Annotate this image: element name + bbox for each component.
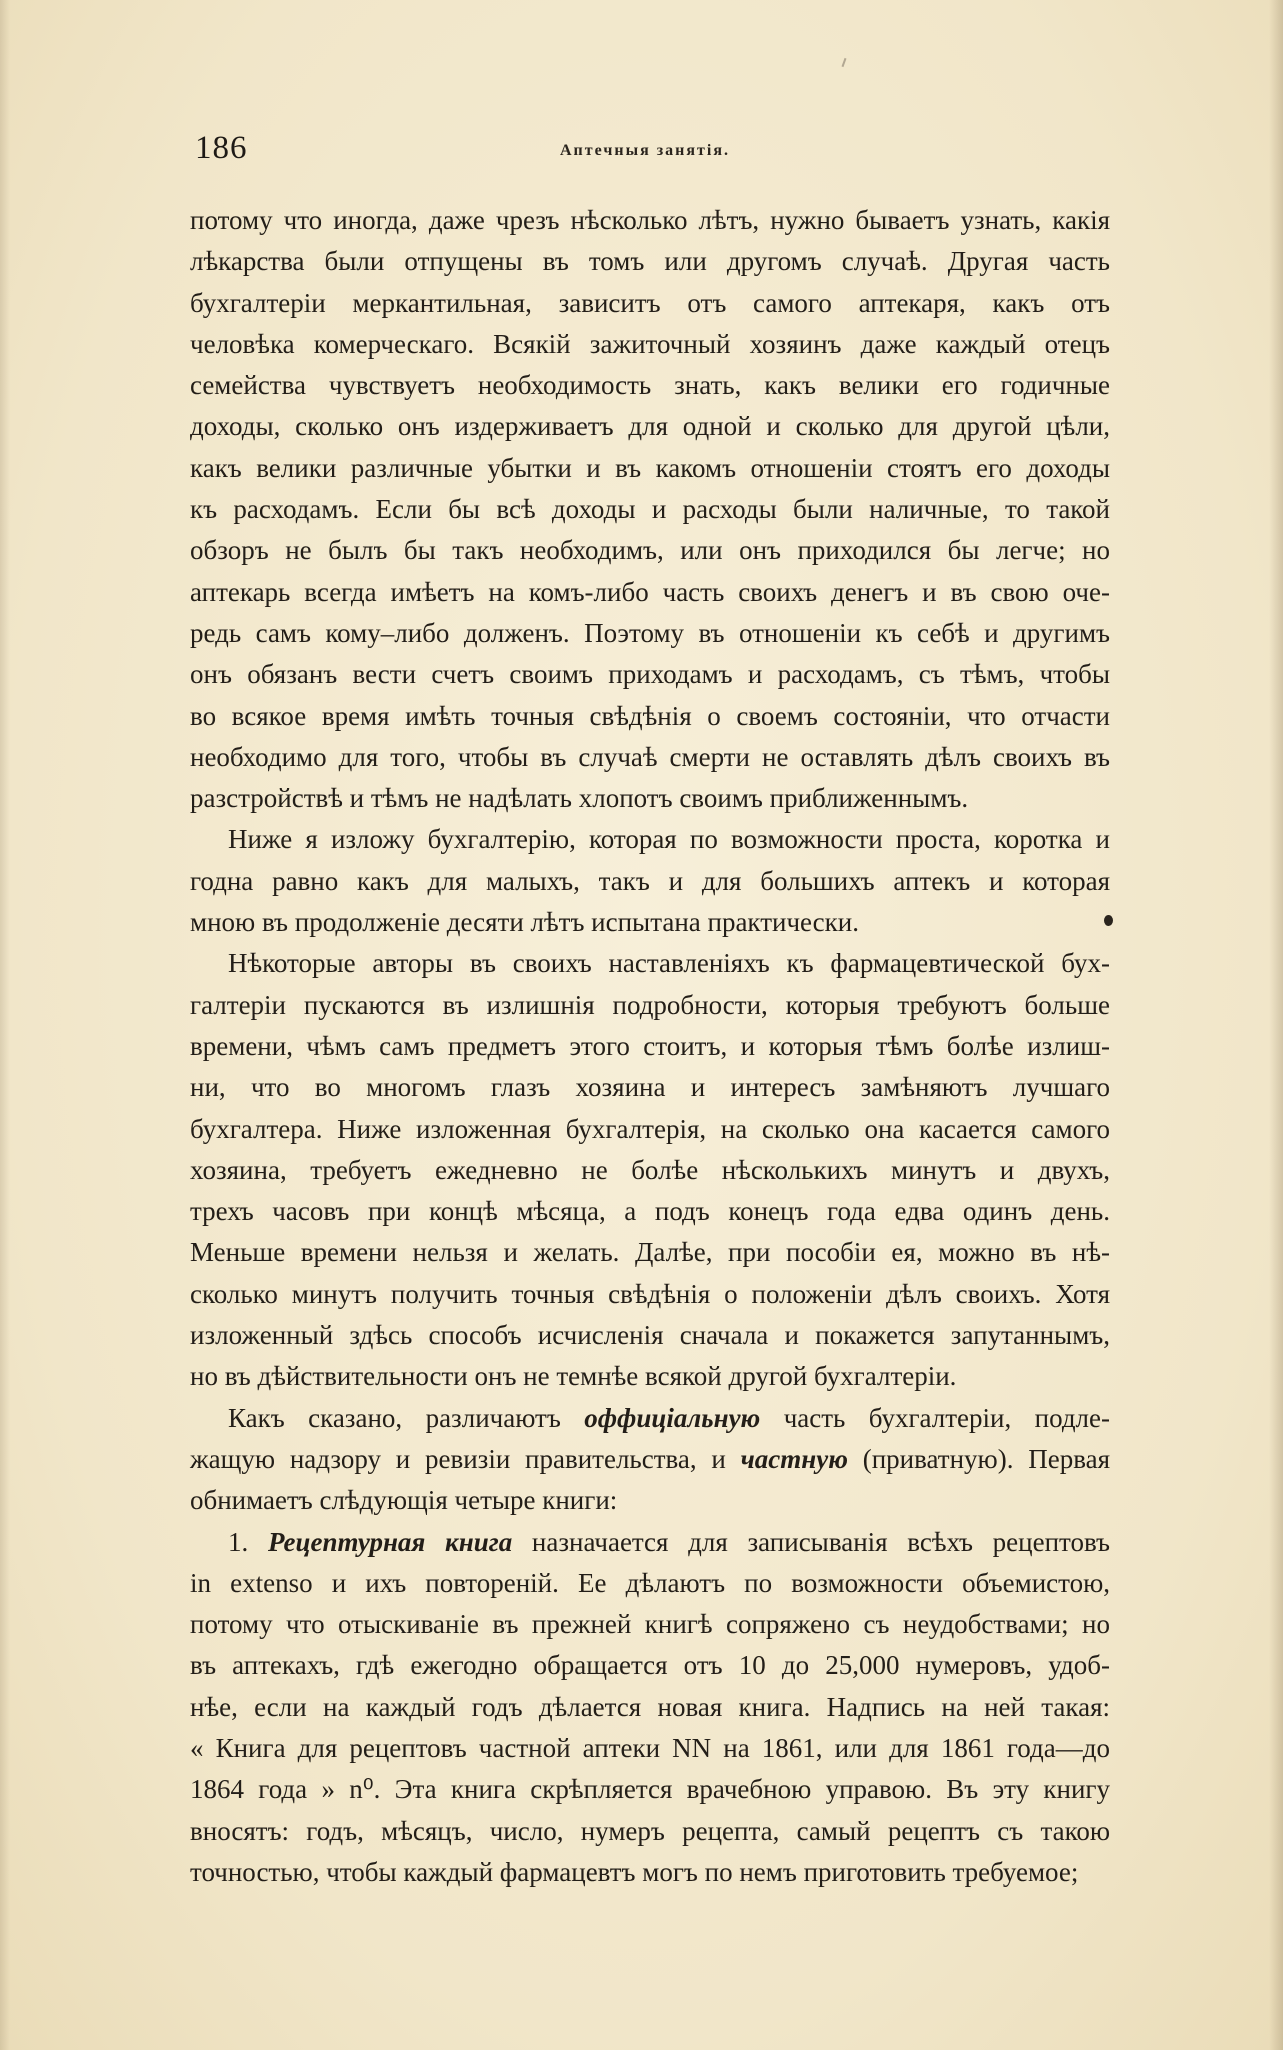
text-line: но въ дѣйствительности онъ не темнѣе всякой другой бухгалтеріи. bbox=[190, 1361, 957, 1392]
text-line: обзоръ не былъ бы такъ необходимъ, или онъ приходился бы легче; но bbox=[190, 535, 1110, 566]
paragraph bbox=[190, 1522, 1110, 1894]
page-header bbox=[195, 130, 1065, 170]
text-line: галтеріи пускаются въ излишнія подробности, которыя требуютъ больше bbox=[190, 989, 1110, 1020]
text-line: какъ велики различные убытки и въ какомъ отношеніи стоятъ его доходы bbox=[190, 452, 1110, 483]
text-line: нѣе, если на каждый годъ дѣлается новая книга. Надпись на ней такая: bbox=[190, 1691, 1110, 1722]
text-line: потому что иногда, даже чрезъ нѣсколько лѣтъ, нужно бываетъ узнать, какія bbox=[190, 205, 1110, 235]
paper-speck bbox=[842, 58, 847, 67]
emphasized-term: частную bbox=[740, 1443, 848, 1474]
text-line: онъ обязанъ вести счетъ своимъ приходамъ и расходамъ, съ тѣмъ, чтобы bbox=[190, 659, 1110, 690]
page-left-edge bbox=[0, 0, 10, 2050]
text-line: жащую надзору и ревизіи правительства, и частную (приватную). Первая bbox=[190, 1443, 1110, 1474]
text-line: во всякое время имѣть точныя свѣдѣнія о своемъ состояніи, что отчасти bbox=[190, 700, 1110, 731]
emphasized-term: оффиціальную bbox=[584, 1402, 761, 1433]
text-line: хозяина, требуетъ ежедневно не болѣе нѣсколькихъ минутъ и двухъ, bbox=[190, 1154, 1110, 1185]
text-line: доходы, сколько онъ издерживаетъ для одной и сколько для другой цѣли, bbox=[190, 411, 1110, 442]
text-line: къ расходамъ. Если бы всѣ доходы и расходы были наличные, то такой bbox=[190, 494, 1110, 525]
text-line: въ аптекахъ, гдѣ ежегодно обращается отъ 10 до 25,000 нумеровъ, удоб- bbox=[190, 1650, 1110, 1681]
text-line: сколько минутъ получить точныя свѣдѣнія о положеніи дѣлъ своихъ. Хотя bbox=[190, 1278, 1110, 1309]
text-line: трехъ часовъ при концѣ мѣсяца, а подъ конецъ года едва одинъ день. bbox=[190, 1196, 1110, 1227]
text-line: 1864 года » n⁰. Эта книга скрѣпляется врачебною управою. Въ эту книгу bbox=[190, 1774, 1110, 1805]
text-line: мною въ продолженіе десяти лѣтъ испытана практически. bbox=[190, 907, 859, 938]
text-line: лѣкарства были отпущены въ томъ или другомъ случаѣ. Другая часть bbox=[190, 246, 1110, 277]
text-line: семейства чувствуетъ необходимость знать, какъ велики его годичные bbox=[190, 370, 1110, 401]
page-right-edge bbox=[1269, 0, 1283, 2050]
ink-mark bbox=[1104, 915, 1113, 926]
text-line: обнимаетъ слѣдующія четыре книги: bbox=[190, 1485, 618, 1516]
text-line: Какъ сказано, различаютъ оффиціальную часть бухгалтеріи, подле- bbox=[228, 1402, 1111, 1433]
text-line: точностью, чтобы каждый фармацевтъ могъ по немъ приготовить требуемое; bbox=[190, 1856, 1079, 1887]
paragraph bbox=[190, 1398, 1110, 1522]
text-line: вносятъ: годъ, мѣсяцъ, число, нумеръ рецепта, самый рецептъ съ такою bbox=[190, 1815, 1110, 1846]
text-line: аптекарь всегда имѣетъ на комъ-либо часть своихъ денегъ и въ свою оче- bbox=[190, 576, 1110, 607]
text-line: времени, чѣмъ самъ предметъ этого стоитъ, и которыя тѣмъ болѣе излиш- bbox=[190, 1030, 1110, 1061]
text-line: in extenso и ихъ повтореній. Ее дѣлаютъ по возможности объемистою, bbox=[190, 1567, 1110, 1598]
text-line: бухгалтера. Ниже изложенная бухгалтерія, на сколько она касается самого bbox=[190, 1113, 1110, 1144]
text-line: ни, что во многомъ глазъ хозяина и интересъ замѣняютъ лучшаго bbox=[190, 1072, 1110, 1103]
text-line: необходимо для того, чтобы въ случаѣ смерти не оставлять дѣлъ своихъ въ bbox=[190, 741, 1110, 772]
text-line: 1. Рецептурная книга назначается для записыванія всѣхъ рецептовъ bbox=[228, 1526, 1111, 1557]
text-line: « Книга для рецептовъ частной аптеки NN на 1861, или для 1861 года—до bbox=[190, 1732, 1110, 1763]
emphasized-term: Рецептурная книга bbox=[267, 1526, 513, 1557]
text-line: Нѣкоторые авторы въ своихъ наставленіяхъ къ фармацевтической бух- bbox=[228, 948, 1110, 979]
page-number: 186 bbox=[195, 130, 248, 166]
body-text bbox=[190, 200, 1110, 1893]
text-line: изложенный здѣсь способъ исчисленія сначала и покажется запутаннымъ, bbox=[190, 1320, 1110, 1351]
paragraph bbox=[190, 943, 1110, 1397]
paragraph bbox=[190, 819, 1110, 943]
text-line: годна равно какъ для малыхъ, такъ и для большихъ аптекъ и которая bbox=[190, 865, 1110, 896]
running-head: Аптечныя занятія. bbox=[560, 142, 730, 159]
text-line: человѣка комерческаго. Всякій зажиточный хозяинъ даже каждый отецъ bbox=[190, 328, 1110, 359]
text-line: Ниже я изложу бухгалтерію, которая по возможности проста, коротка и bbox=[228, 824, 1110, 855]
text-line: бухгалтеріи меркантильная, зависитъ отъ самого аптекаря, какъ отъ bbox=[190, 287, 1110, 318]
text-line: редь самъ кому–либо долженъ. Поэтому въ отношеніи къ себѣ и другимъ bbox=[190, 617, 1110, 648]
paragraph bbox=[190, 200, 1110, 819]
text-line: Меньше времени нельзя и желать. Далѣе, при пособіи ея, можно въ нѣ- bbox=[190, 1237, 1110, 1268]
text-line: потому что отыскиваніе въ прежней книгѣ сопряжено съ неудобствами; но bbox=[190, 1609, 1110, 1640]
text-line: разстройствѣ и тѣмъ не надѣлать хлопотъ своимъ приближеннымъ. bbox=[190, 783, 969, 814]
